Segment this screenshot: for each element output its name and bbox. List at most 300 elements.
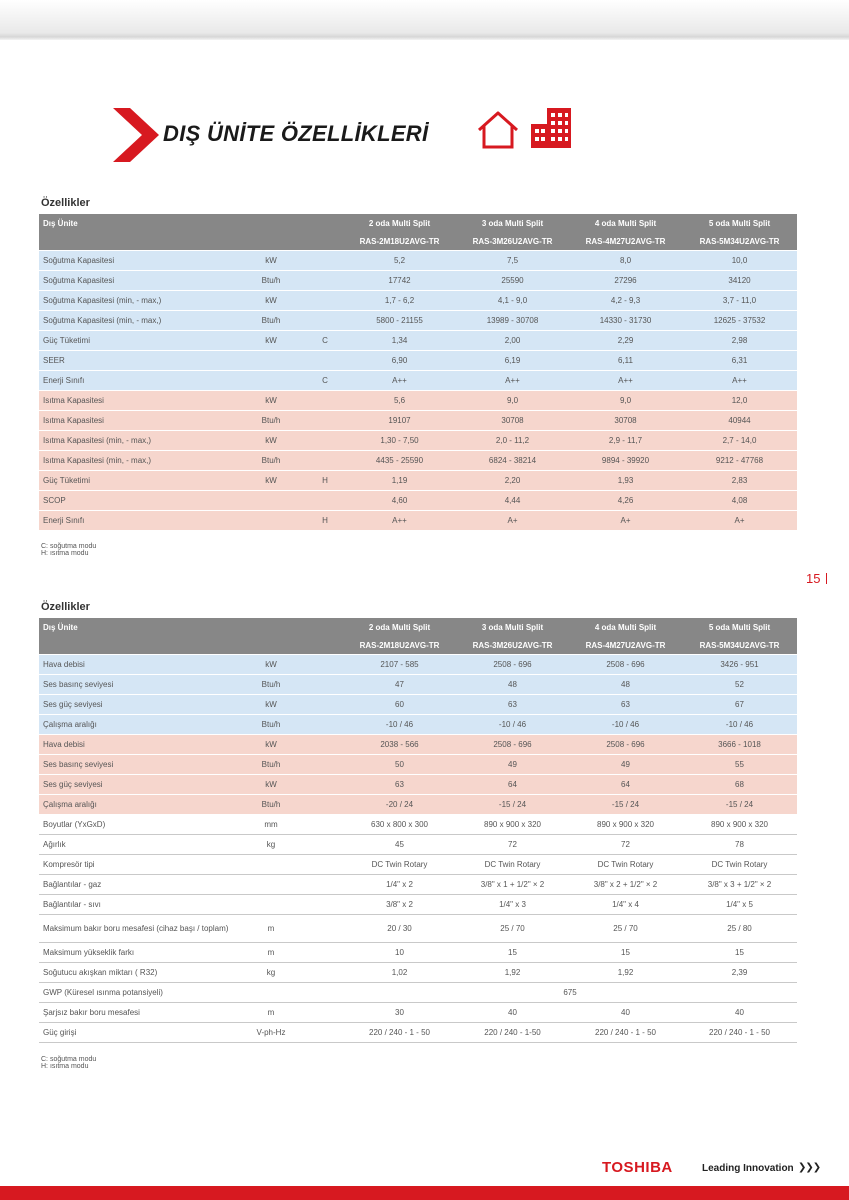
row-value: 9,0 bbox=[456, 391, 569, 411]
row-value: 67 bbox=[682, 695, 797, 715]
row-label: Enerji Sınıfı bbox=[39, 371, 235, 391]
column-model: RAS-2M18U2AVG-TR bbox=[343, 232, 456, 251]
table-row bbox=[39, 795, 797, 815]
row-label: GWP (Küresel ısınma potansiyeli) bbox=[39, 983, 235, 1003]
row-value: 45 bbox=[343, 835, 456, 855]
row-mode bbox=[307, 271, 343, 291]
chevron-right-icon bbox=[113, 108, 159, 162]
row-unit: Btu/h bbox=[235, 715, 307, 735]
row-value: 63 bbox=[569, 695, 682, 715]
row-value: 3,7 - 11,0 bbox=[682, 291, 797, 311]
row-value: 72 bbox=[456, 835, 569, 855]
row-value: 5,6 bbox=[343, 391, 456, 411]
table-row bbox=[39, 875, 797, 895]
row-value: 50 bbox=[343, 755, 456, 775]
row-label: Ses basınç seviyesi bbox=[39, 675, 235, 695]
row-unit: m bbox=[235, 1003, 307, 1023]
row-value: 3/8" x 2 + 1/2" × 2 bbox=[569, 875, 682, 895]
row-value: 6,90 bbox=[343, 351, 456, 371]
row-label: SEER bbox=[39, 351, 235, 371]
row-mode bbox=[307, 715, 343, 735]
row-value: 2508 - 696 bbox=[456, 655, 569, 675]
row-value: 2,98 bbox=[682, 331, 797, 351]
row-value: 2,0 - 11,2 bbox=[456, 431, 569, 451]
table-row bbox=[39, 511, 797, 531]
column-label: Dış Ünite bbox=[39, 214, 235, 232]
row-mode bbox=[307, 855, 343, 875]
column-name: 2 oda Multi Split bbox=[343, 214, 456, 232]
row-value: 68 bbox=[682, 775, 797, 795]
row-mode bbox=[307, 1023, 343, 1043]
row-value: 220 / 240 - 1 - 50 bbox=[569, 1023, 682, 1043]
row-value: 6824 - 38214 bbox=[456, 451, 569, 471]
row-value: -10 / 46 bbox=[569, 715, 682, 735]
row-value: 4435 - 25590 bbox=[343, 451, 456, 471]
table-row bbox=[39, 1003, 797, 1023]
row-value: 14330 - 31730 bbox=[569, 311, 682, 331]
row-value: -10 / 46 bbox=[456, 715, 569, 735]
row-label: Ses basınç seviyesi bbox=[39, 755, 235, 775]
row-value: 78 bbox=[682, 835, 797, 855]
column-name: 3 oda Multi Split bbox=[456, 214, 569, 232]
row-value: 2,83 bbox=[682, 471, 797, 491]
table-row bbox=[39, 431, 797, 451]
row-value: 4,44 bbox=[456, 491, 569, 511]
row-value: 8,0 bbox=[569, 251, 682, 271]
table-row bbox=[39, 915, 797, 943]
row-value: 220 / 240 - 1 - 50 bbox=[343, 1023, 456, 1043]
row-unit: kW bbox=[235, 391, 307, 411]
row-label: Kompresör tipi bbox=[39, 855, 235, 875]
top-shadow bbox=[0, 0, 849, 40]
column-model: RAS-4M27U2AVG-TR bbox=[569, 232, 682, 251]
row-value: 890 x 900 x 320 bbox=[569, 815, 682, 835]
row-value: 52 bbox=[682, 675, 797, 695]
row-value: 40 bbox=[456, 1003, 569, 1023]
row-value: 4,1 - 9,0 bbox=[456, 291, 569, 311]
row-value: A+ bbox=[682, 511, 797, 531]
table-header-names bbox=[39, 618, 797, 636]
row-value: 72 bbox=[569, 835, 682, 855]
table-row bbox=[39, 695, 797, 715]
row-value: 49 bbox=[569, 755, 682, 775]
row-value: 60 bbox=[343, 695, 456, 715]
column-model: RAS-4M27U2AVG-TR bbox=[569, 636, 682, 655]
spec-table-2 bbox=[39, 618, 797, 1043]
row-value: 12,0 bbox=[682, 391, 797, 411]
table-header-names bbox=[39, 214, 797, 232]
row-value: 34120 bbox=[682, 271, 797, 291]
row-label: Isıtma Kapasitesi (min, - max,) bbox=[39, 431, 235, 451]
row-value: 4,60 bbox=[343, 491, 456, 511]
row-mode bbox=[307, 815, 343, 835]
row-unit: Btu/h bbox=[235, 795, 307, 815]
row-value: A++ bbox=[456, 371, 569, 391]
row-unit: Btu/h bbox=[235, 271, 307, 291]
row-label: Soğutma Kapasitesi bbox=[39, 271, 235, 291]
table-row bbox=[39, 271, 797, 291]
column-model: RAS-5M34U2AVG-TR bbox=[682, 636, 797, 655]
row-unit bbox=[235, 895, 307, 915]
row-value: 1,7 - 6,2 bbox=[343, 291, 456, 311]
column-model: RAS-3M26U2AVG-TR bbox=[456, 232, 569, 251]
table-row bbox=[39, 775, 797, 795]
row-mode bbox=[307, 943, 343, 963]
row-value: 17742 bbox=[343, 271, 456, 291]
table-row bbox=[39, 1023, 797, 1043]
row-value: 15 bbox=[682, 943, 797, 963]
footnote: H: ısıtma modu bbox=[41, 550, 89, 557]
row-value: -15 / 24 bbox=[456, 795, 569, 815]
row-mode bbox=[307, 983, 343, 1003]
row-mode bbox=[307, 431, 343, 451]
row-value: 1,92 bbox=[569, 963, 682, 983]
row-mode bbox=[307, 775, 343, 795]
row-mode bbox=[307, 251, 343, 271]
row-value: -10 / 46 bbox=[682, 715, 797, 735]
column-name: 5 oda Multi Split bbox=[682, 618, 797, 636]
row-unit bbox=[235, 371, 307, 391]
row-mode bbox=[307, 675, 343, 695]
row-value: 6,11 bbox=[569, 351, 682, 371]
row-value: -15 / 24 bbox=[569, 795, 682, 815]
row-value: -15 / 24 bbox=[682, 795, 797, 815]
row-value: 2,20 bbox=[456, 471, 569, 491]
column-name: 5 oda Multi Split bbox=[682, 214, 797, 232]
row-mode bbox=[307, 875, 343, 895]
row-label: Çalışma aralığı bbox=[39, 795, 235, 815]
row-value: 3/8" x 3 + 1/2" × 2 bbox=[682, 875, 797, 895]
row-value: 25 / 70 bbox=[456, 915, 569, 943]
row-value: 64 bbox=[456, 775, 569, 795]
house-icon bbox=[476, 110, 520, 150]
column-name: 4 oda Multi Split bbox=[569, 214, 682, 232]
row-value: 40 bbox=[569, 1003, 682, 1023]
row-value: 5,2 bbox=[343, 251, 456, 271]
row-value: 6,31 bbox=[682, 351, 797, 371]
row-value: A++ bbox=[682, 371, 797, 391]
row-value: 1/4" x 3 bbox=[456, 895, 569, 915]
row-value: 3426 - 951 bbox=[682, 655, 797, 675]
row-value: 2,00 bbox=[456, 331, 569, 351]
table-row bbox=[39, 311, 797, 331]
row-unit bbox=[235, 855, 307, 875]
table-row bbox=[39, 291, 797, 311]
row-mode bbox=[307, 755, 343, 775]
row-label: Soğutma Kapasitesi (min, - max,) bbox=[39, 311, 235, 331]
row-label: Hava debisi bbox=[39, 655, 235, 675]
table-row bbox=[39, 675, 797, 695]
footnote: H: ısıtma modu bbox=[41, 1063, 89, 1070]
row-value: 27296 bbox=[569, 271, 682, 291]
row-unit: mm bbox=[235, 815, 307, 835]
row-unit: Btu/h bbox=[235, 675, 307, 695]
row-unit: m bbox=[235, 915, 307, 943]
row-label: Ses güç seviyesi bbox=[39, 775, 235, 795]
row-unit: kW bbox=[235, 331, 307, 351]
row-unit: kg bbox=[235, 835, 307, 855]
row-mode bbox=[307, 655, 343, 675]
row-mode bbox=[307, 391, 343, 411]
row-unit: Btu/h bbox=[235, 451, 307, 471]
row-label: Boyutlar (YxGxD) bbox=[39, 815, 235, 835]
row-value: A++ bbox=[343, 511, 456, 531]
row-value: 15 bbox=[569, 943, 682, 963]
row-value: 40944 bbox=[682, 411, 797, 431]
row-label: Güç Tüketimi bbox=[39, 471, 235, 491]
row-value: 10 bbox=[343, 943, 456, 963]
row-value: 675 bbox=[343, 983, 797, 1003]
table-row bbox=[39, 835, 797, 855]
row-value: 1,34 bbox=[343, 331, 456, 351]
row-label: Isıtma Kapasitesi (min, - max,) bbox=[39, 451, 235, 471]
row-value: DC Twin Rotary bbox=[682, 855, 797, 875]
row-unit: m bbox=[235, 943, 307, 963]
table-row bbox=[39, 815, 797, 835]
row-value: 2,39 bbox=[682, 963, 797, 983]
row-mode bbox=[307, 795, 343, 815]
table-row bbox=[39, 963, 797, 983]
row-unit: kW bbox=[235, 735, 307, 755]
row-value: A+ bbox=[456, 511, 569, 531]
row-label: Şarjsız bakır boru mesafesi bbox=[39, 1003, 235, 1023]
row-value: 3/8" x 1 + 1/2" × 2 bbox=[456, 875, 569, 895]
row-label: Maksimum yükseklik farkı bbox=[39, 943, 235, 963]
row-unit bbox=[235, 983, 307, 1003]
column-name: 4 oda Multi Split bbox=[569, 618, 682, 636]
row-mode bbox=[307, 351, 343, 371]
row-value: 2,7 - 14,0 bbox=[682, 431, 797, 451]
footnotes-2 bbox=[41, 1056, 96, 1070]
row-value: 64 bbox=[569, 775, 682, 795]
column-name: 2 oda Multi Split bbox=[343, 618, 456, 636]
row-value: 55 bbox=[682, 755, 797, 775]
row-label: Bağlantılar - sıvı bbox=[39, 895, 235, 915]
row-label: Enerji Sınıfı bbox=[39, 511, 235, 531]
table-row bbox=[39, 351, 797, 371]
row-value: 4,2 - 9,3 bbox=[569, 291, 682, 311]
table-row bbox=[39, 755, 797, 775]
row-value: 25590 bbox=[456, 271, 569, 291]
spec-table-1 bbox=[39, 214, 797, 531]
row-unit bbox=[235, 511, 307, 531]
table-header-models bbox=[39, 636, 797, 655]
section-label-2: Özellikler bbox=[41, 601, 90, 613]
table-row bbox=[39, 655, 797, 675]
table-row bbox=[39, 471, 797, 491]
table-row bbox=[39, 855, 797, 875]
row-mode bbox=[307, 915, 343, 943]
row-label: Güç girişi bbox=[39, 1023, 235, 1043]
row-mode bbox=[307, 695, 343, 715]
building-icon bbox=[529, 108, 573, 148]
row-value: 47 bbox=[343, 675, 456, 695]
page-title: DIŞ ÜNİTE ÖZELLİKLERİ bbox=[163, 121, 429, 146]
row-value: 2508 - 696 bbox=[456, 735, 569, 755]
section-label-1: Özellikler bbox=[41, 197, 90, 209]
row-value: -10 / 46 bbox=[343, 715, 456, 735]
row-label: Soğutma Kapasitesi bbox=[39, 251, 235, 271]
row-value: 19107 bbox=[343, 411, 456, 431]
row-unit: kW bbox=[235, 251, 307, 271]
row-unit: Btu/h bbox=[235, 311, 307, 331]
double-chevron-icon: ❯❯❯ bbox=[798, 1162, 821, 1173]
row-unit: kW bbox=[235, 431, 307, 451]
row-unit: kW bbox=[235, 775, 307, 795]
footnotes-1 bbox=[41, 543, 96, 557]
row-value: 1,30 - 7,50 bbox=[343, 431, 456, 451]
row-value: 220 / 240 - 1-50 bbox=[456, 1023, 569, 1043]
table-row bbox=[39, 983, 797, 1003]
row-label: Ses güç seviyesi bbox=[39, 695, 235, 715]
table-row bbox=[39, 735, 797, 755]
row-value: 40 bbox=[682, 1003, 797, 1023]
table-row bbox=[39, 371, 797, 391]
row-mode bbox=[307, 735, 343, 755]
row-mode bbox=[307, 963, 343, 983]
row-value: DC Twin Rotary bbox=[456, 855, 569, 875]
table-row bbox=[39, 451, 797, 471]
row-value: 1,92 bbox=[456, 963, 569, 983]
row-unit: kW bbox=[235, 471, 307, 491]
row-value: 5800 - 21155 bbox=[343, 311, 456, 331]
row-unit bbox=[235, 491, 307, 511]
row-label: Güç Tüketimi bbox=[39, 331, 235, 351]
row-value: A+ bbox=[569, 511, 682, 531]
row-label: Çalışma aralığı bbox=[39, 715, 235, 735]
row-mode: C bbox=[307, 331, 343, 351]
row-unit: kW bbox=[235, 655, 307, 675]
page-number-divider bbox=[826, 573, 827, 584]
row-unit: Btu/h bbox=[235, 755, 307, 775]
row-mode bbox=[307, 291, 343, 311]
row-unit: Btu/h bbox=[235, 411, 307, 431]
row-value: 25 / 70 bbox=[569, 915, 682, 943]
row-value: 12625 - 37532 bbox=[682, 311, 797, 331]
row-value: 1,02 bbox=[343, 963, 456, 983]
row-value: 20 / 30 bbox=[343, 915, 456, 943]
table-row bbox=[39, 943, 797, 963]
row-value: 9,0 bbox=[569, 391, 682, 411]
row-value: 2,29 bbox=[569, 331, 682, 351]
row-value: 2508 - 696 bbox=[569, 655, 682, 675]
column-label: Dış Ünite bbox=[39, 618, 235, 636]
row-value: 13989 - 30708 bbox=[456, 311, 569, 331]
row-unit: kW bbox=[235, 291, 307, 311]
column-name: 3 oda Multi Split bbox=[456, 618, 569, 636]
column-model: RAS-5M34U2AVG-TR bbox=[682, 232, 797, 251]
row-label: Hava debisi bbox=[39, 735, 235, 755]
table-row bbox=[39, 895, 797, 915]
row-value: 3666 - 1018 bbox=[682, 735, 797, 755]
row-label: Ağırlık bbox=[39, 835, 235, 855]
row-value: DC Twin Rotary bbox=[343, 855, 456, 875]
table-row bbox=[39, 491, 797, 511]
row-value: 2508 - 696 bbox=[569, 735, 682, 755]
row-value: 2107 - 585 bbox=[343, 655, 456, 675]
row-value: 48 bbox=[569, 675, 682, 695]
page-number: 15 bbox=[806, 571, 821, 586]
row-value: 3/8" x 2 bbox=[343, 895, 456, 915]
row-value: 30708 bbox=[569, 411, 682, 431]
row-value: 30 bbox=[343, 1003, 456, 1023]
footer-bar bbox=[0, 1186, 849, 1200]
row-label: Isıtma Kapasitesi bbox=[39, 391, 235, 411]
row-mode: C bbox=[307, 371, 343, 391]
row-value: 63 bbox=[456, 695, 569, 715]
row-mode bbox=[307, 311, 343, 331]
row-value: 2038 - 566 bbox=[343, 735, 456, 755]
row-value: 1,93 bbox=[569, 471, 682, 491]
row-mode bbox=[307, 1003, 343, 1023]
row-value: A++ bbox=[569, 371, 682, 391]
row-value: 10,0 bbox=[682, 251, 797, 271]
row-value: 1/4" x 4 bbox=[569, 895, 682, 915]
row-unit: kW bbox=[235, 695, 307, 715]
row-label: SCOP bbox=[39, 491, 235, 511]
row-unit bbox=[235, 351, 307, 371]
row-value: 9894 - 39920 bbox=[569, 451, 682, 471]
row-value: 4,26 bbox=[569, 491, 682, 511]
row-value: 48 bbox=[456, 675, 569, 695]
row-value: DC Twin Rotary bbox=[569, 855, 682, 875]
footnote: C: soğutma modu bbox=[41, 543, 97, 550]
row-value: 890 x 900 x 320 bbox=[682, 815, 797, 835]
row-label: Bağlantılar - gaz bbox=[39, 875, 235, 895]
row-value: 49 bbox=[456, 755, 569, 775]
row-mode: H bbox=[307, 511, 343, 531]
row-unit: V-ph-Hz bbox=[235, 1023, 307, 1043]
row-value: 25 / 80 bbox=[682, 915, 797, 943]
row-value: 4,08 bbox=[682, 491, 797, 511]
row-value: 2,9 - 11,7 bbox=[569, 431, 682, 451]
row-value: A++ bbox=[343, 371, 456, 391]
row-value: 9212 - 47768 bbox=[682, 451, 797, 471]
table-row bbox=[39, 251, 797, 271]
row-value: 30708 bbox=[456, 411, 569, 431]
column-model: RAS-2M18U2AVG-TR bbox=[343, 636, 456, 655]
table-row bbox=[39, 391, 797, 411]
row-label: Maksimum bakır boru mesafesi (cihaz başı / toplam) bbox=[39, 915, 235, 943]
row-value: 630 x 800 x 300 bbox=[343, 815, 456, 835]
row-mode bbox=[307, 491, 343, 511]
row-value: 890 x 900 x 320 bbox=[456, 815, 569, 835]
table-header-models bbox=[39, 232, 797, 251]
row-mode: H bbox=[307, 471, 343, 491]
footnote: C: soğutma modu bbox=[41, 1056, 97, 1063]
row-label: Isıtma Kapasitesi bbox=[39, 411, 235, 431]
row-mode bbox=[307, 895, 343, 915]
page-header bbox=[113, 108, 593, 162]
table-row bbox=[39, 715, 797, 735]
row-value: 220 / 240 - 1 - 50 bbox=[682, 1023, 797, 1043]
row-mode bbox=[307, 411, 343, 431]
row-unit bbox=[235, 875, 307, 895]
row-mode bbox=[307, 451, 343, 471]
brand-tagline: Leading Innovation bbox=[702, 1163, 794, 1174]
row-label: Soğutucu akışkan miktarı ( R32) bbox=[39, 963, 235, 983]
table-row bbox=[39, 411, 797, 431]
table-row bbox=[39, 331, 797, 351]
row-value: 1/4" x 2 bbox=[343, 875, 456, 895]
row-value: 1,19 bbox=[343, 471, 456, 491]
brand-logo: TOSHIBA bbox=[602, 1159, 673, 1176]
row-mode bbox=[307, 835, 343, 855]
row-value: 15 bbox=[456, 943, 569, 963]
row-unit: kg bbox=[235, 963, 307, 983]
row-value: 1/4" x 5 bbox=[682, 895, 797, 915]
row-value: 63 bbox=[343, 775, 456, 795]
